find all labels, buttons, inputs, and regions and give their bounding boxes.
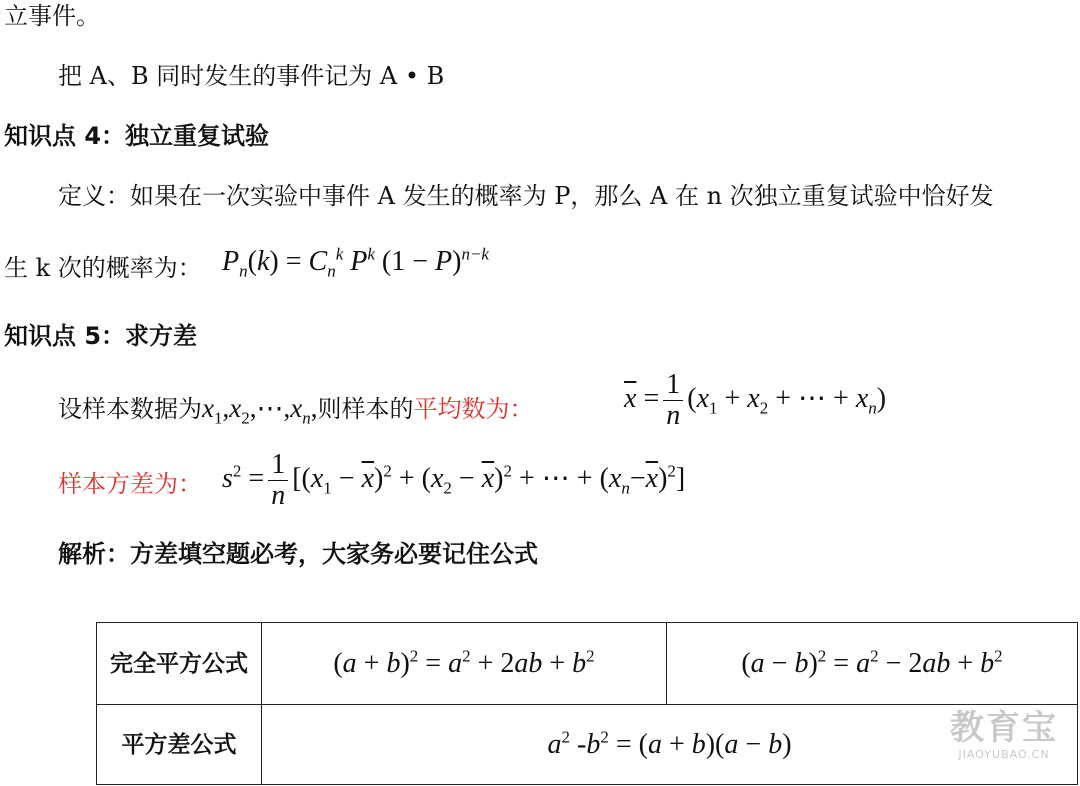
watermark-logo: [950, 708, 1058, 762]
mean-intro: 设样本数据为$x_1,x_2,\cdots,x_n$,则样本的平均数为：: [58, 393, 534, 428]
text-line-2: 把 A、B 同时发生的事件记为 A • B: [58, 62, 445, 90]
heading-kp4: 知识点 4：独立重复试验: [4, 122, 270, 150]
formula-diff-square: $(a - b)^2 = a^2 - 2ab + b^2$: [667, 623, 1078, 705]
formula-sum-square: $(a + b)^2 = a^2 + 2ab + b^2$: [262, 623, 667, 705]
variance-formula: $s^2$ = $\frac{1}{n}$ [$(x_1 - \overline{x})^2 + (x_2 - \overline{x})^2$ + ⋯ + $(x_n-\overline{x})^2$]: [222, 449, 686, 511]
text-line-1: 立事件。: [4, 2, 100, 30]
binomial-formula: $P_n(k) = C_n^k$ $P^k$ $(1 - P)^{n-k}$: [222, 244, 489, 281]
row-header-perfect-square: 完全平方公式: [97, 623, 262, 705]
row-header-diff-of-squares: 平方差公式: [97, 705, 262, 785]
formula-diff-of-squares: $a^2$ $-b^2 = (a + b)(a - b)$: [262, 705, 1078, 785]
definition-line-2: 生 k 次的概率为：: [4, 254, 202, 282]
formula-table: [96, 622, 1078, 785]
table-row: [97, 705, 1078, 785]
mean-label: 平均数为：: [413, 395, 534, 423]
variance-label: 样本方差为：: [58, 470, 202, 498]
watermark-sub: JIAOYUBAO.CN: [958, 748, 1050, 761]
mean-mid: 则样本的: [317, 395, 414, 423]
definition-line-1: 定义：如果在一次实验中事件 A 发生的概率为 P，那么 A 在 n 次独立重复试验中恰好发: [58, 182, 994, 210]
watermark-main: 教育宝: [950, 708, 1058, 748]
analysis-note: 解析：方差填空题必考，大家务必要记住公式: [58, 540, 538, 568]
heading-kp5: 知识点 5：求方差: [4, 322, 198, 350]
mean-prefix: 设样本数据为: [58, 395, 202, 423]
table-row: [97, 623, 1078, 705]
mean-formula: $\overline{x}$ = $\frac{1}{n}$ ($x_1 + x_2$ + ⋯ + $x_n$): [624, 369, 887, 431]
